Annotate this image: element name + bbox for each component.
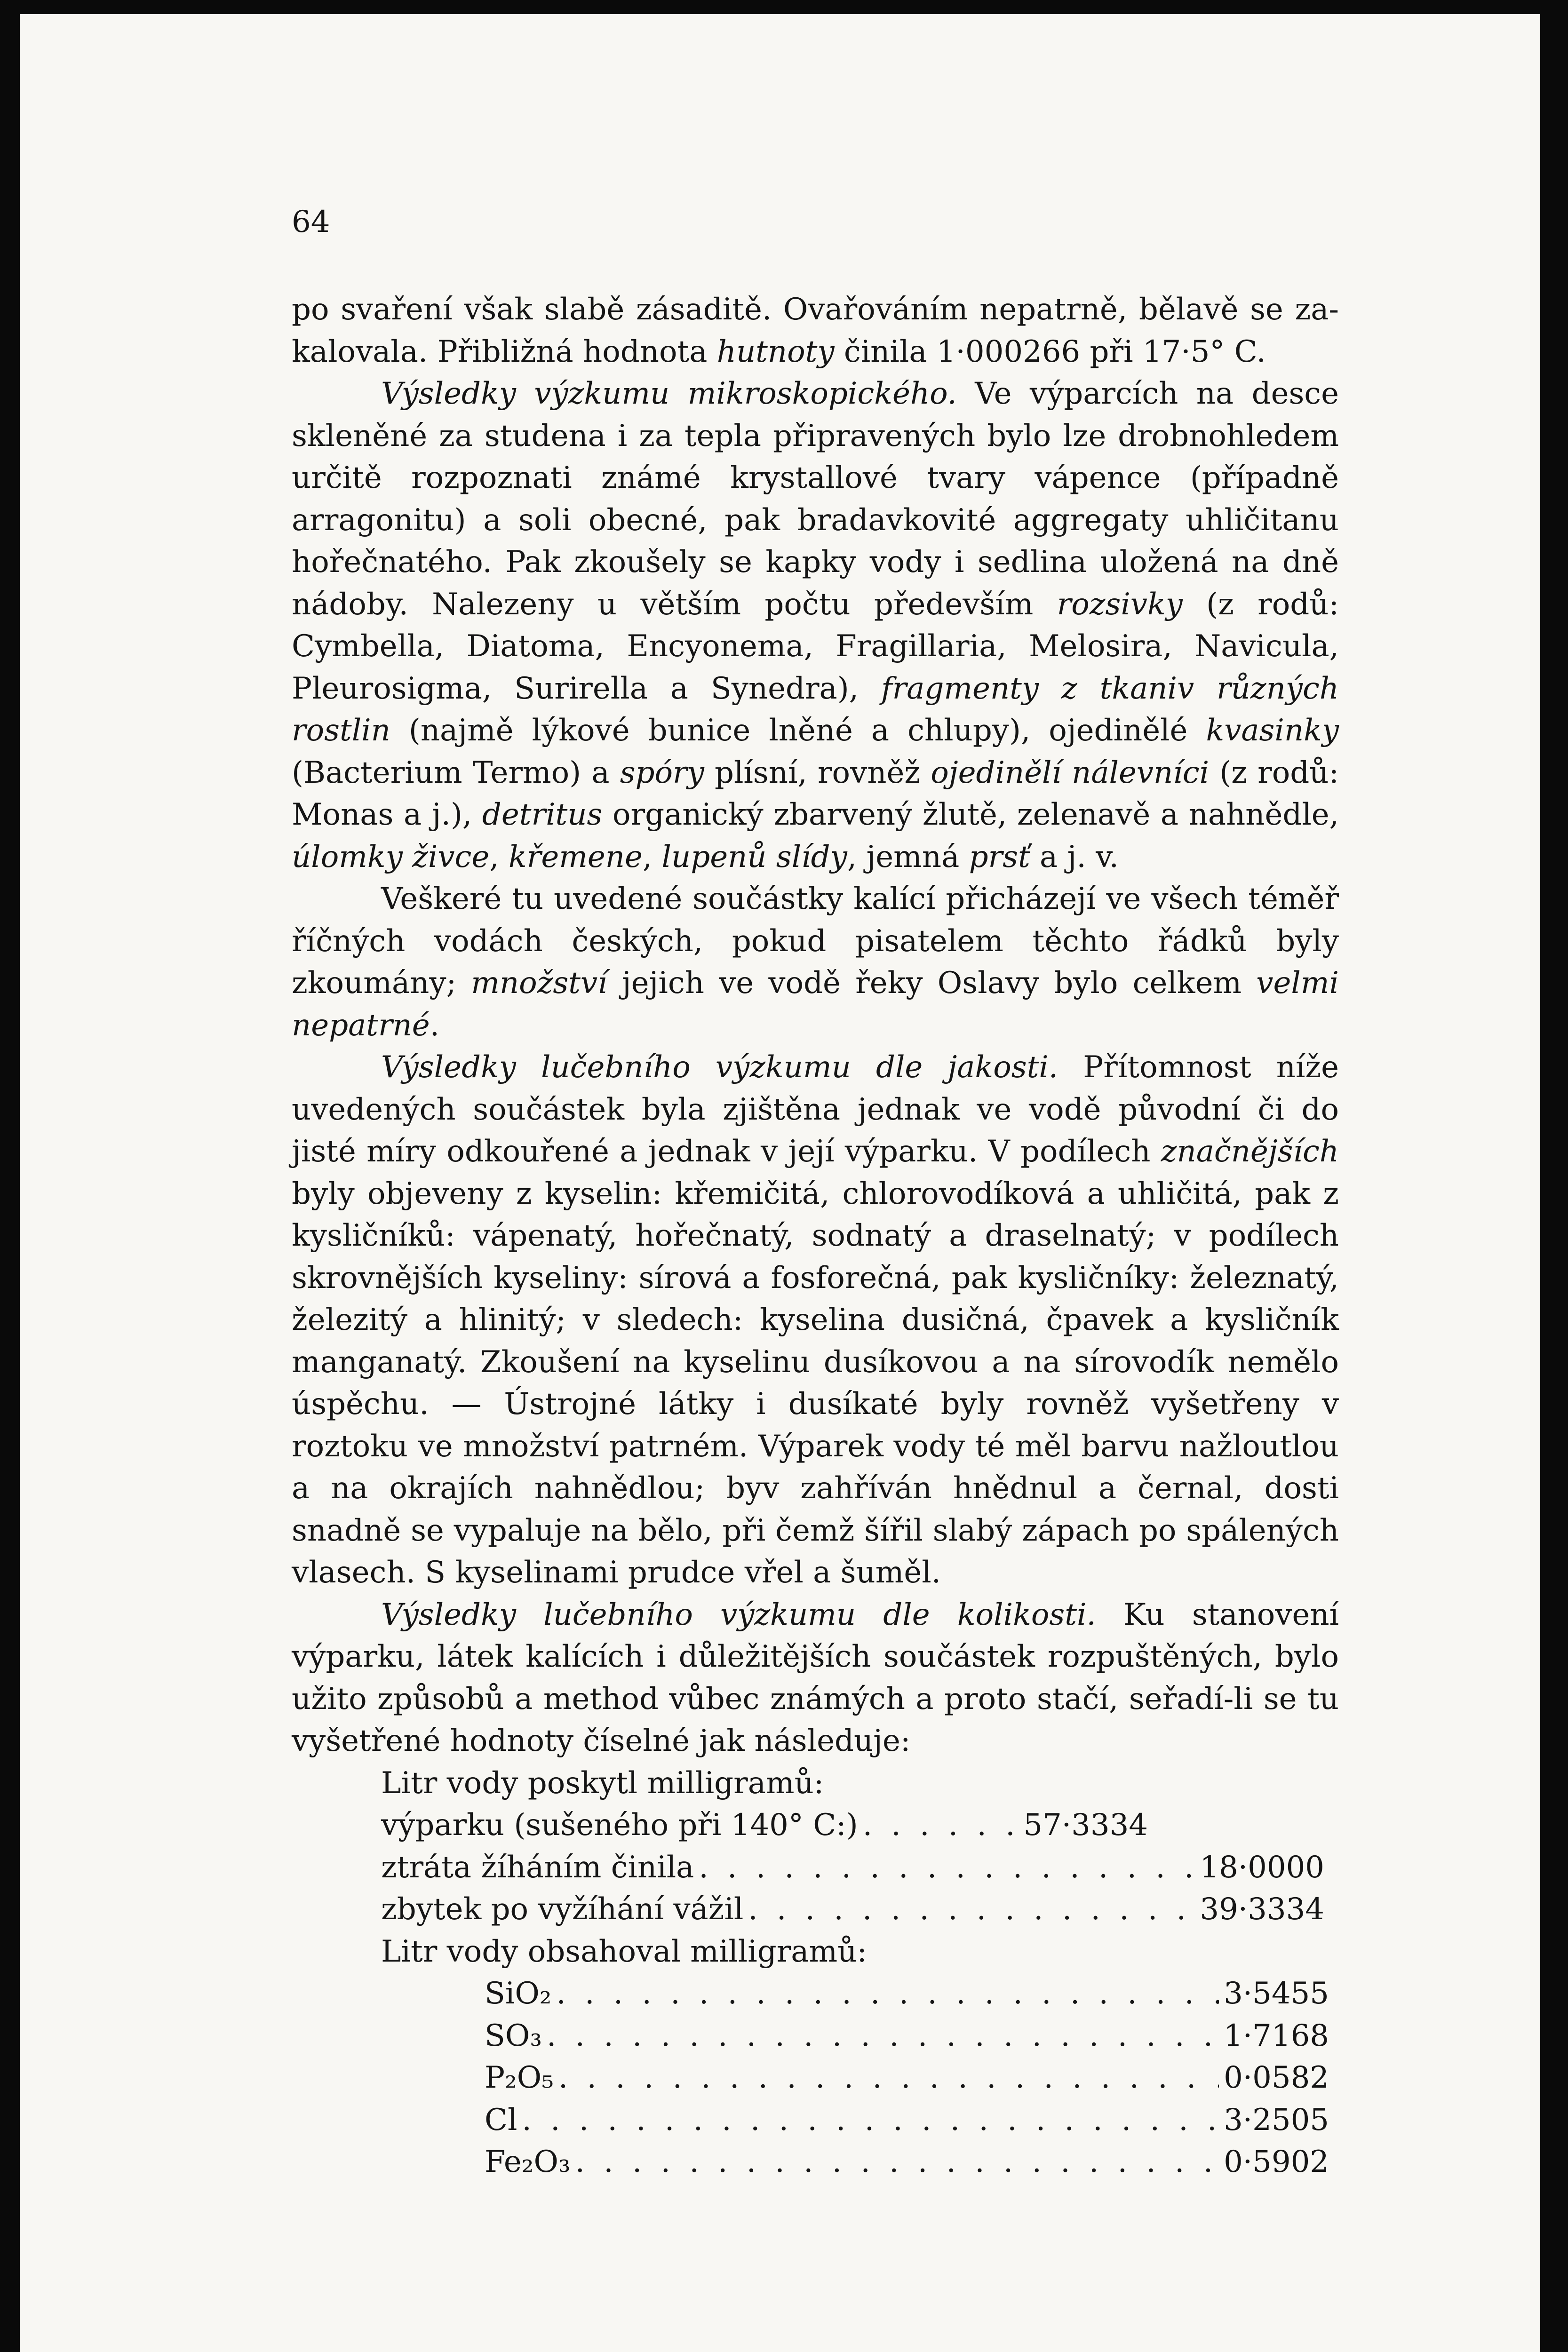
text-run: (Bacterium Termo) a — [292, 755, 620, 790]
formula-label: SiO₂ — [485, 1976, 552, 2011]
italic-term: množství — [471, 966, 607, 1001]
italic-term: detritus — [482, 797, 603, 832]
residue-table-heading: Litr vody poskytl milligramů: — [381, 1765, 824, 1801]
scanned-page — [20, 14, 1540, 2352]
text-run: , — [489, 839, 509, 874]
page-number: 64 — [292, 205, 330, 239]
italic-term: spóry — [620, 755, 704, 790]
table-row-cl — [485, 2099, 1329, 2142]
row-value: 0·0582 — [1224, 2060, 1329, 2095]
text-run: (z rodů: Monas a j.), — [292, 755, 1339, 832]
row-label: ztráta žíháním činila — [381, 1850, 694, 1885]
row-value: 3·5455 — [1224, 1976, 1329, 2011]
row-label: zbytek po vyžíhání vážil — [381, 1892, 744, 1927]
italic-term: rozsivky — [1057, 587, 1183, 622]
formula-label: Cl — [485, 2102, 517, 2137]
italic-term: prsť — [969, 839, 1030, 874]
table-row-ignition-loss — [381, 1847, 1324, 1889]
text-run: a j. v. — [1030, 839, 1119, 874]
table-row-ignition-remainder — [381, 1889, 1324, 1931]
leader-dots — [558, 2057, 1219, 2099]
italic-term: velmi nepatrné — [292, 966, 1339, 1043]
italic-term: Výsledky lučebního výzkumu dle jakosti. — [381, 1050, 1059, 1085]
text-run: Ve výparcích na desce skleněné za studena i za tepla připravených bylo lze drobnohledem určitě rozpoznati známé krystallové tvary vápence (případně arragonitu) a soli obecné, pak bradavkovité aggregaty uhličitanu hořečnatého. Pak zkoušely se kapky vody i sedlina uložená na dně nádoby. Nalezeny u větším počtu především — [292, 376, 1339, 622]
italic-term: kvasinky — [1206, 713, 1339, 748]
leader-dots — [556, 1973, 1219, 2015]
text-run: (z rodů: Cymbella, Diatoma, Encyonema, Fragillaria, Melosira, Navicula, Pleurosigma, Surirella a Synedra), — [292, 587, 1339, 706]
text-run: jejich ve vodě řeky Oslavy bylo celkem — [607, 966, 1257, 1001]
text-run: činila 1·000266 při 17·5° C. — [834, 334, 1266, 369]
text-run: byly objeveny z kyselin: křemičitá, chlorovodíková a uhličitá, pak z kysličníků: vápenatý, hořečnatý, sodnatý a draselnatý; v podílech skrovnějších kyseliny: sírová a fosforečná, pak kysličníky: železnatý, železitý a hlinitý; v sledech: kyselina dusičná, čpavek a kysličník manganatý. Zkoušení na kyselinu dusíkovou a na sírovodík nemělo úspěchu. — Ústrojné látky i dusíkaté byly rovněž vyšetřeny v roztoku ve množství patrném. Výparek vody té měl barvu nažloutlou a na okrajích nahnědlou; byv zahříván hnědnul a černal, dosti snadně se vypaluje na bělo, při čemž šířil slabý zápach po spálených vlasech. S kyselinami prudce vřel a šuměl. — [292, 1176, 1339, 1590]
table-row-fe2o3 — [485, 2141, 1329, 2184]
text-run: . — [430, 1008, 439, 1043]
italic-term: křemene — [508, 839, 643, 874]
text-run: Veškeré tu uvedené součástky kalící přicházejí ve všech téměř říčných vodách českých, pokud pisatelem těchto řádků byly zkoumány; — [292, 882, 1339, 1001]
text-run: (najmě lýkové bunice lněné a chlupy), ojedinělé — [390, 713, 1206, 748]
text-run: , — [642, 839, 662, 874]
italic-term: lupenů slídy — [661, 839, 847, 874]
italic-term: fragmenty z tkaniv různých rostlin — [292, 671, 1339, 748]
composition-table-heading: Litr vody obsahoval milligramů: — [381, 1934, 867, 1969]
paragraph-microscopic-results — [292, 373, 1339, 878]
text-run: Přítomnost níže uvedených součástek byla zjištěna jednak ve vodě původní či do jisté míry odkouřené a jednak v její výparku. V podílech — [292, 1050, 1339, 1169]
text-run: organický zbarvený žlutě, zelenavě a nahnědle, — [602, 797, 1339, 832]
formula-label: P₂O₅ — [485, 2060, 554, 2095]
italic-term: Výsledky lučebního výzkumu dle kolikosti. — [381, 1597, 1096, 1632]
text-run: , jemná — [847, 839, 969, 874]
table-row-so3 — [485, 2015, 1329, 2058]
row-value: 57·3334 — [1023, 1808, 1148, 1843]
row-label: výparku (sušeného při 140° C:) — [381, 1808, 858, 1843]
composition-table — [292, 1931, 1339, 2184]
paragraph-chemical-quantity — [292, 1594, 1339, 1763]
text-run: Ku stanovení výparku, látek kalících i důležitějších součástek rozpuštěných, bylo užito způsobů a method vůbec známých a proto stačí, seřadí-li se tu vyšetřené hodnoty číselné jak následuje: — [292, 1597, 1339, 1758]
text-run: plísní, rovněž — [704, 755, 931, 790]
body-text — [292, 289, 1339, 2184]
leader-dots — [748, 1889, 1195, 1931]
formula-label: Fe₂O₃ — [485, 2145, 571, 2179]
formula-label: SO₃ — [485, 2018, 542, 2053]
table-row-sio2 — [485, 1973, 1329, 2015]
row-value: 39·3334 — [1200, 1892, 1324, 1927]
paragraph-chemical-quality — [292, 1047, 1339, 1594]
leader-dots — [522, 2099, 1219, 2142]
row-value: 18·0000 — [1200, 1850, 1324, 1885]
leader-dots — [699, 1847, 1195, 1889]
paragraph-observations — [292, 878, 1339, 1047]
paragraph-intro — [292, 289, 1339, 373]
row-value: 3·2505 — [1224, 2102, 1329, 2137]
row-value: 0·5902 — [1224, 2145, 1329, 2179]
row-value: 1·7168 — [1224, 2018, 1329, 2053]
table-row-residue — [381, 1804, 1148, 1847]
italic-term: ojedinělí nálevníci — [931, 755, 1210, 790]
leader-dots — [575, 2141, 1219, 2184]
italic-term: značnějších — [1161, 1134, 1339, 1169]
table-row-p2o5 — [485, 2057, 1329, 2099]
italic-term: hutnoty — [716, 334, 835, 369]
residue-table — [292, 1763, 1339, 1931]
text-run: po svaření však slabě zásaditě. Ovařováním nepatrně, bělavě se zakalovala. Přibližná hodnota — [292, 292, 1339, 369]
leader-dots — [547, 2015, 1219, 2058]
italic-term: úlomky živce — [292, 839, 490, 874]
italic-term: Výsledky výzkumu mikroskopického. — [381, 376, 957, 411]
leader-dots — [863, 1804, 1019, 1847]
